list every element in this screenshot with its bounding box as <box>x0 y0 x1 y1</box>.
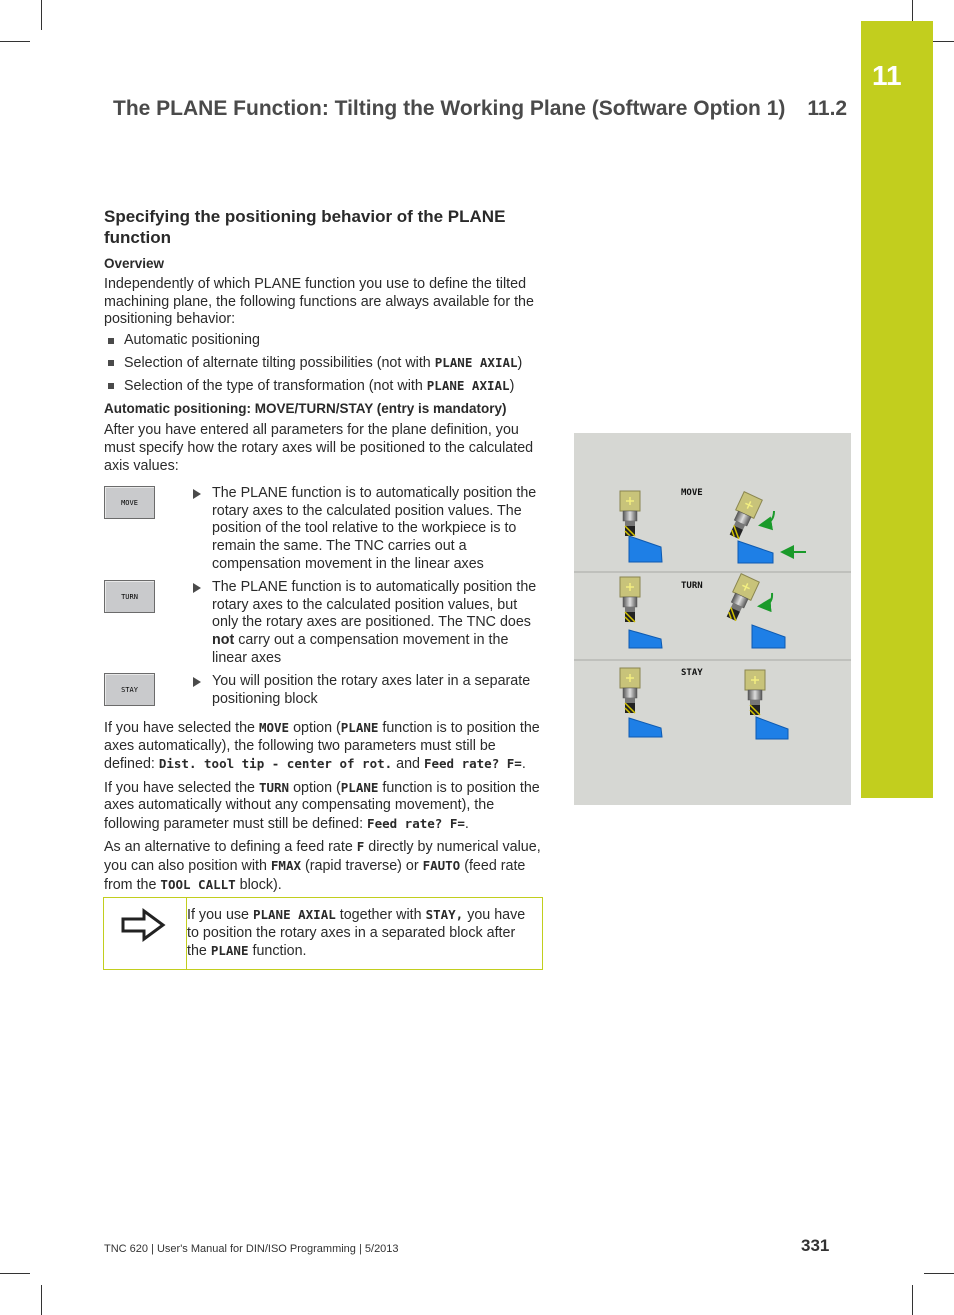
stay-panel-label: STAY <box>681 668 703 678</box>
tool-icon <box>620 577 640 622</box>
move-softkey[interactable]: MOVE <box>104 486 155 519</box>
move-description: The PLANE function is to automatically position the rotary axes to the calculated position values. The position of the tool relative to the workpiece is to remain the same. The TNC carries out a compensation movement in the linear axes <box>212 485 537 572</box>
overview-heading: Overview <box>104 256 165 271</box>
crop-mark <box>924 1273 954 1274</box>
overview-intro: Independently of which PLANE function you use to define the tilted machining plane, the following functions are always available for the positioning behavior: <box>104 276 534 328</box>
tool-icon <box>722 574 759 623</box>
body-paragraphs <box>104 719 550 894</box>
figure-illustration <box>574 433 851 805</box>
workpiece-shape <box>738 541 773 563</box>
note-text: If you use PLANE AXIAL together with STAY, you have to position the rotary axes in a separated block after the PLANE function. <box>187 907 526 960</box>
paragraph-move: If you have selected the MOVE option (PLANE function is to position the axes automatically), the following two parameters must still be defined: Dist. tool tip - center of rot. and Feed rate? F=. <box>104 720 540 773</box>
paragraph-turn: If you have selected the TURN option (PLANE function is to position the axes automatically without any compensating movement), the following parameter must still be defined: Feed rate? F=. <box>104 779 540 833</box>
arrow-right-icon <box>193 489 201 499</box>
page-number: 331 <box>801 1236 830 1255</box>
tool-icon <box>620 668 640 713</box>
list-item: Automatic positioning <box>104 332 550 350</box>
running-head-section: 11.2 <box>807 97 848 120</box>
chapter-number: 11 <box>872 60 902 91</box>
turn-description: The PLANE function is to automatically position the rotary axes to the calculated position values, but only the rotary axes are positioned. The TNC does not carry out a compensation movement in the linear axes <box>212 579 537 666</box>
stay-description: You will position the rotary axes later in a separate positioning block <box>212 673 531 707</box>
auto-positioning-intro: After you have entered all parameters for the plane definition, you must specify how the rotary axes will be positioned to the calculated axis values: <box>104 422 534 474</box>
workpiece-shape <box>752 625 785 648</box>
running-head-title: The PLANE Function: Tilting the Working Plane (Software Option 1) <box>113 97 786 120</box>
rotation-arrow-icon <box>762 511 774 525</box>
section-intro <box>104 206 550 476</box>
rotation-arrow-icon <box>761 593 772 606</box>
crop-mark <box>0 1273 30 1274</box>
list-item: Selection of the type of transformation (not with PLANE AXIAL) <box>104 377 550 396</box>
turn-softkey[interactable]: TURN <box>104 580 155 613</box>
workpiece-shape <box>629 630 662 648</box>
crop-mark <box>41 0 42 30</box>
move-panel-label: MOVE <box>681 488 703 498</box>
overview-bullet-list <box>104 332 550 396</box>
stay-softkey[interactable]: STAY <box>104 673 155 706</box>
auto-positioning-heading: Automatic positioning: MOVE/TURN/STAY (entry is mandatory) <box>104 401 507 417</box>
list-item: Selection of alternate tilting possibilities (not with PLANE AXIAL) <box>104 354 550 373</box>
tool-icon <box>725 492 762 541</box>
paragraph-feed: As an alternative to defining a feed rate F directly by numerical value, you can also position with FMAX (rapid traverse) or FAUTO (feed rate from the TOOL CALLT block). <box>104 839 541 893</box>
arrow-right-icon <box>193 583 201 593</box>
workpiece-shape <box>629 536 662 562</box>
workpiece-shape <box>629 718 662 737</box>
chapter-tab <box>861 21 933 798</box>
move-turn-stay-figure <box>574 433 851 805</box>
crop-mark <box>41 1285 42 1315</box>
arrow-right-icon <box>193 677 201 687</box>
note-arrow-icon <box>120 908 166 944</box>
tool-icon <box>620 491 640 536</box>
running-head <box>113 97 847 121</box>
section-title: Specifying the positioning behavior of the PLANE function <box>104 207 506 247</box>
note-box <box>103 897 543 970</box>
workpiece-shape <box>756 717 788 739</box>
crop-mark <box>0 41 30 42</box>
turn-panel-label: TURN <box>681 581 703 591</box>
tool-icon <box>745 670 765 715</box>
crop-mark <box>912 1285 913 1315</box>
footer-text: TNC 620 | User's Manual for DIN/ISO Programming | 5/2013 <box>104 1243 399 1255</box>
